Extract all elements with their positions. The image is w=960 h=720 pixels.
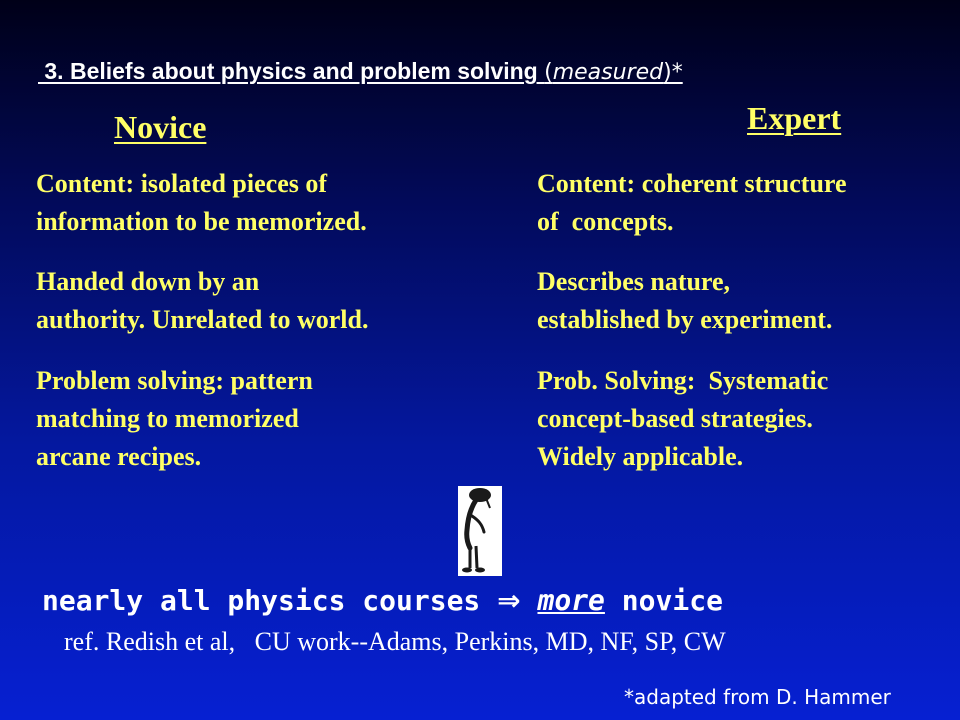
expert-item-problem-solving-line: concept-based strategies. <box>537 404 813 433</box>
expert-item-problem-solving-line: Prob. Solving: Systematic <box>537 366 829 395</box>
expert-item-problem-solving-line: Widely applicable. <box>537 442 744 471</box>
expert-heading: Expert <box>747 100 842 136</box>
qualifier-open: ( <box>544 60 553 85</box>
novice-heading: Novice <box>114 109 207 145</box>
novice-item-problem-solving <box>36 362 313 476</box>
conclusion-before: nearly all physics courses <box>42 584 498 617</box>
novice-item-problem-solving-line: Problem solving: pattern <box>36 366 313 395</box>
expert-item-problem-solving <box>537 362 828 476</box>
reference-line <box>64 627 726 657</box>
reference-part1: ref. Redish et al, <box>64 627 236 656</box>
expert-item-nature <box>537 263 832 339</box>
slide-title-qualifier <box>544 60 683 85</box>
conclusion-statement <box>42 584 723 617</box>
novice-item-authority <box>36 263 368 339</box>
slide-title <box>38 58 683 85</box>
novice-item-authority-line: Handed down by an <box>36 267 260 296</box>
slouching-person-icon <box>458 486 502 576</box>
footnote: *adapted from D. Hammer <box>624 685 891 709</box>
novice-item-content-line: information to be memorized. <box>36 207 367 236</box>
expert-item-content-line: Content: coherent structure <box>537 169 847 198</box>
expert-item-nature-line: established by experiment. <box>537 305 833 334</box>
qualifier-word: measured <box>552 60 664 85</box>
novice-item-authority-line: authority. Unrelated to world. <box>36 305 369 334</box>
implies-arrow-icon: ⇒ <box>497 584 521 617</box>
reference-part2: CU work--Adams, Perkins, MD, NF, SP, CW <box>254 627 726 656</box>
expert-item-nature-line: Describes nature, <box>537 267 731 296</box>
slide-title-main: 3. Beliefs about physics and problem solving <box>38 58 545 84</box>
novice-item-content <box>36 165 367 241</box>
expert-item-content-line: of concepts. <box>537 207 674 236</box>
qualifier-close: )* <box>663 60 683 85</box>
conclusion-emphasis: more <box>537 584 605 617</box>
novice-item-problem-solving-line: arcane recipes. <box>36 442 202 471</box>
expert-item-content <box>537 165 847 241</box>
novice-item-problem-solving-line: matching to memorized <box>36 404 299 433</box>
conclusion-after: novice <box>604 584 723 617</box>
novice-item-content-line: Content: isolated pieces of <box>36 169 328 198</box>
